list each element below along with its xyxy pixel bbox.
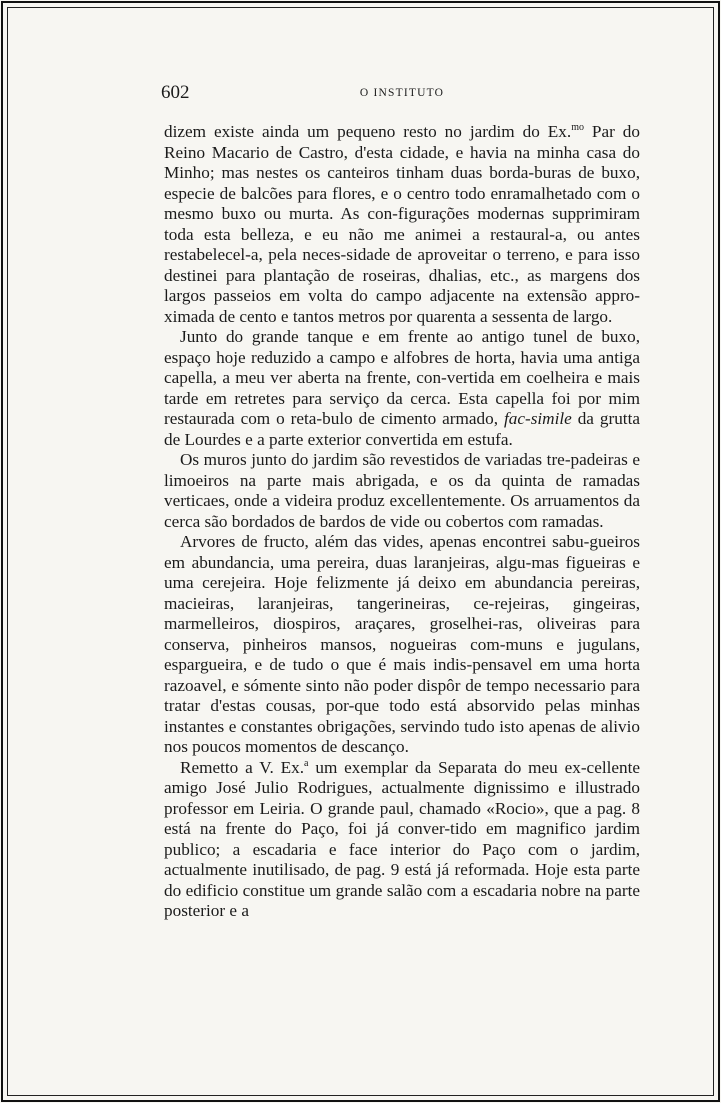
paragraph-2 (164, 327, 640, 450)
paragraph-1 (164, 122, 640, 327)
superscript-abbrev: mo (571, 122, 584, 133)
paragraph-5 (164, 758, 640, 922)
text-run: Arvores de fructo, além das vides, apenas encontrei sabu-gueiros em abundancia, uma pereira, duas laranjeiras, algu-mas figueiras e uma cerejeira. Hoje felizmente já deixo em abundancia pereiras, macieiras, laranjeiras, tangerineiras, ce-rejeiras, gingeiras, marmelleiros, diospiros, araçares, groselhei-ras, oliveiras para conserva, pinheiros mansos, nogueiras com-muns e jugulans, espargueira, e de tudo o que é mais indis-pensavel em uma horta razoavel, e sómente sinto não poder dispôr de tempo necessario para tratar d'estas cousas, por-que todo está absorvido pelas minhas instantes e constantes obrigações, servindo tudo isto apenas de alivio nos poucos momentos de descanço. (164, 532, 640, 756)
italic-term: fac-simile (503, 409, 572, 428)
text-run: dizem existe ainda um pequeno resto no jardim do Ex. (164, 122, 572, 141)
text-run: Remetto a V. Ex. (180, 757, 305, 777)
text-run: da grutta de Lourdes e a parte exterior convertida em estufa. (164, 409, 640, 449)
text-run: Os muros junto do jardim são revestidos de variadas tre-padeiras e limoeiros na parte mais abrigada, e os da quinta de ramadas verticaes, onde a videira produz excellentemente. Os arruamentos da cerca são bordados de bardos de vide ou cobertos com ramadas. (164, 450, 640, 531)
book-page (161, 80, 640, 922)
text-run: Par do Reino Macario de Castro, d'esta cidade, e havia na minha casa do Minho; mas nestes os canteiros tinham duas borda-buras de buxo, especie de balcões para flores, e o centro todo enramalhetado com o mesmo buxo ou murta. As con-figurações modernas supprimiram toda esta belleza, e eu não me animei a restaural-a, ou antes restabelecel-a, pela neces-sidade de aproveitar o terreno, e para isso destinei para plantação de roseiras, dhalias, etc., as margens dos largos passeios em volta do campo adjacente na extensão appro-ximada de cento e tantos metros por quarenta a sessenta de largo. (164, 122, 640, 326)
superscript-abbrev: a (304, 757, 309, 769)
body-text (164, 122, 640, 922)
paragraph-4 (164, 532, 640, 758)
text-run: um exemplar da Separata do meu ex-cellente amigo José Julio Rodrigues, actualmente dignissimo e illustrado professor em Leiria. O grande paul, chamado «Rocio», que a pag. 8 está na frente do Paço, foi já conver-tido em magnifico jardim publico; a escadaria e face interior do Paço com o jardim, actualmente inutilisado, de pag. 9 está já reformada. Hoje esta parte do edificio constitue um grande salão com a escadaria nobre na parte posterior e a (164, 757, 640, 920)
paragraph-3 (164, 450, 640, 532)
running-title: O INSTITUTO (359, 87, 445, 99)
text-run: Junto do grande tanque e em frente ao antigo tunel de buxo, espaço hoje reduzido a campo e alfobres de horta, havia uma antiga capella, a meu ver aberta na frente, con-vertida em coelheira e mais tarde em retretes para serviço da cerca. Esta capella foi por mim restaurada com o reta-bulo de cimento armado, (164, 327, 640, 428)
page-number: 602 (161, 82, 190, 103)
page-header (161, 80, 640, 106)
